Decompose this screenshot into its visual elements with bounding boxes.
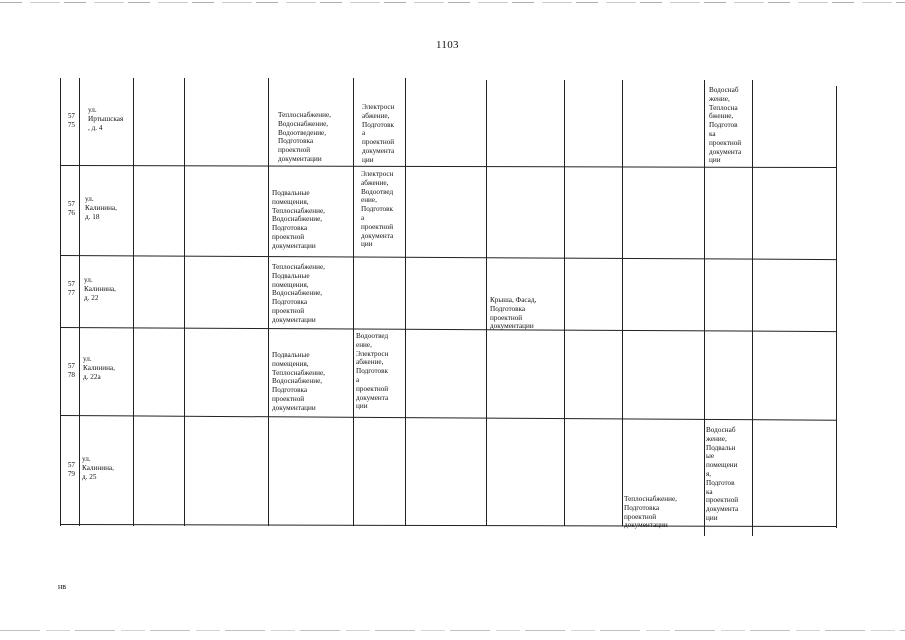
table-border-right (836, 86, 837, 528)
row-address: ул. Калинина, д. 18 (85, 195, 117, 221)
row-number: 57 76 (67, 200, 75, 217)
column-divider (133, 78, 134, 526)
row-divider (60, 327, 837, 332)
row-number: 57 79 (67, 461, 75, 478)
row-works-col-e: Теплоснабжение, Водоснабжение, Водоотведение, Подготовка проектной документации (278, 111, 331, 163)
column-divider (486, 80, 487, 526)
column-divider (704, 80, 705, 536)
row-works-col-m: Водоснаб жение, Теплосна бжение, Подготов ка проектной документа ции (709, 86, 742, 165)
row-works-col-l: Теплоснабжение, Подготовка проектной документации (624, 495, 677, 530)
table-border-bottom (60, 524, 837, 527)
row-works-col-e: Подвальные помещения, Теплоснабжение, Водоснабжение, Подготовка проектной документации (272, 189, 325, 250)
row-divider (60, 165, 837, 168)
row-works-col-m: Водоснаб жение, Подвальн ые помещени я, Подготов ка проектной документа ции (706, 426, 739, 522)
column-divider (268, 78, 269, 526)
row-address: ул. Калинина, д. 25 (82, 455, 114, 481)
table-border-left (60, 78, 61, 526)
column-divider (79, 78, 80, 526)
row-number: 57 78 (67, 362, 75, 379)
column-divider (184, 78, 185, 526)
row-works-col-e: Теплоснабжение, Подвальные помещения, Водоснабжение, Подготовка проектной документации (272, 263, 325, 324)
row-address: ул. Калинина, д. 22 (84, 276, 116, 302)
row-number: 57 77 (67, 280, 75, 297)
row-divider (60, 415, 837, 421)
row-address: ул. Иртышская , д. 4 (88, 106, 124, 132)
row-divider (60, 255, 837, 260)
row-works-col-f: Электросн абжение, Подготовк а проектной документа ции (362, 103, 395, 164)
row-works-col-f: Электросн абжение, Водоотвед ение, Подготовк а проектной документа ции (361, 170, 394, 249)
row-works-col-f: Водоотвед ение, Электросн абжение, Подготовк а проектной документа ции (356, 332, 389, 411)
page-number: 1103 (436, 39, 459, 51)
row-number: 57 75 (67, 112, 75, 129)
footer-mark: нв (58, 582, 67, 591)
row-works-col-j: Крыша, Фасад, Подготовка проектной документации (490, 296, 537, 331)
row-address: ул. Калинина, д. 22а (83, 355, 115, 381)
column-divider (622, 80, 623, 526)
row-works-col-e: Подвальные помещения, Теплоснабжение, Водоснабжение, Подготовка проектной документации (272, 351, 325, 412)
